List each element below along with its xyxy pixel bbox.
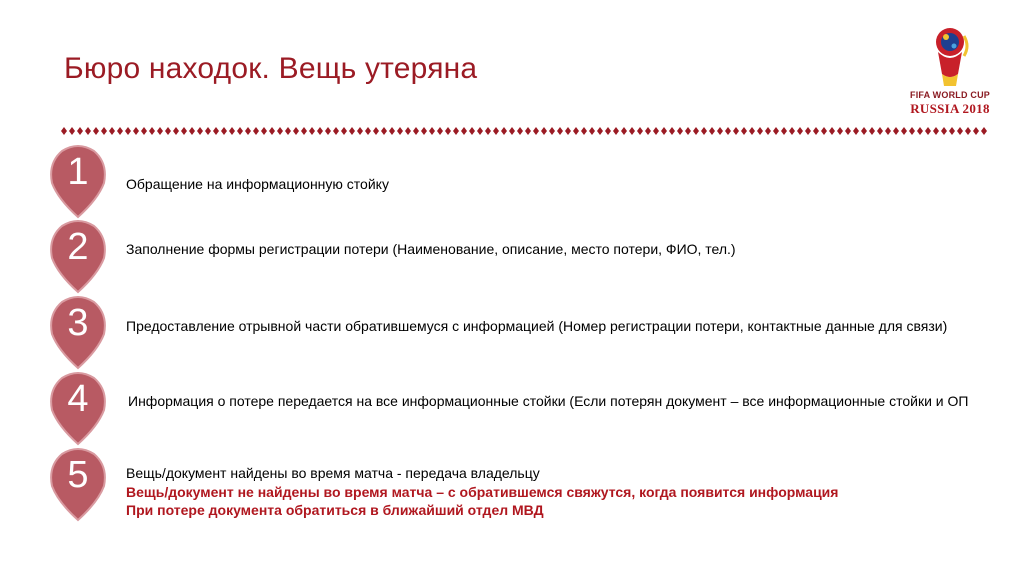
divider-diamond (621, 127, 627, 135)
world-cup-trophy-icon (898, 22, 1002, 92)
divider-diamond (653, 127, 659, 135)
divider-diamond (133, 127, 139, 135)
divider-diamond (157, 127, 163, 135)
divider-diamond (789, 127, 795, 135)
divider-diamond (917, 127, 923, 135)
divider-diamond (445, 127, 451, 135)
fifa-world-cup-logo (898, 22, 1002, 122)
step-4-number: 4 (67, 378, 89, 420)
divider-diamond (637, 127, 643, 135)
divider-diamond (149, 127, 155, 135)
divider-diamond (693, 127, 699, 135)
divider-diamond (901, 127, 907, 135)
divider-diamond (237, 127, 243, 135)
divider-diamond (885, 127, 891, 135)
divider-diamond (173, 127, 179, 135)
divider-diamond (477, 127, 483, 135)
divider-diamond (101, 127, 107, 135)
divider-diamond (589, 127, 595, 135)
divider-diamond (821, 127, 827, 135)
step-4-text: Информация о потере передается на все информационные стойки (Если потерян документ – все информационные стойки и ОП (128, 393, 969, 409)
divider-diamond (973, 127, 979, 135)
logo-line1: FIFA WORLD CUP (910, 90, 990, 100)
divider-diamond (645, 127, 651, 135)
divider-diamond (581, 127, 587, 135)
step-1-number: 1 (67, 151, 89, 193)
divider-diamond (461, 127, 467, 135)
divider-diamond (573, 127, 579, 135)
step-3-text: Предоставление отрывной части обратившемуся с информацией (Номер регистрации потери, контактные данные для связи) (126, 318, 948, 334)
divider-diamond (349, 127, 355, 135)
divider-diamond (437, 127, 443, 135)
divider-diamond (365, 127, 371, 135)
divider-diamond (189, 127, 195, 135)
divider-diamond (413, 127, 419, 135)
logo-line2: RUSSIA 2018 (910, 101, 990, 116)
divider-diamond (317, 127, 323, 135)
divider-diamond (69, 127, 75, 135)
divider-diamond (293, 127, 299, 135)
divider-diamond (485, 127, 491, 135)
divider-diamond (597, 127, 603, 135)
divider-diamond (733, 127, 739, 135)
divider-diamond (957, 127, 963, 135)
step-5-number: 5 (67, 454, 89, 496)
step-2-number: 2 (67, 226, 89, 268)
divider-diamond (933, 127, 939, 135)
divider-diamond (397, 127, 403, 135)
divider-diamond (709, 127, 715, 135)
divider-diamond (309, 127, 315, 135)
divider-diamond (941, 127, 947, 135)
divider-diamond (405, 127, 411, 135)
divider-diamond (341, 127, 347, 135)
step-4 (48, 370, 1024, 446)
divider-diamond (565, 127, 571, 135)
divider-diamond (965, 127, 971, 135)
divider-diamond (773, 127, 779, 135)
divider-diamond (333, 127, 339, 135)
divider-diamond (837, 127, 843, 135)
divider-diamond (909, 127, 915, 135)
divider-diamond (741, 127, 747, 135)
divider-diamond (669, 127, 675, 135)
divider-diamond (253, 127, 259, 135)
divider-diamond (165, 127, 171, 135)
step-5-text-3: При потере документа обратиться в ближайший отдел МВД (126, 502, 544, 518)
divider-diamond (325, 127, 331, 135)
step-3 (48, 294, 1024, 370)
divider-diamond (205, 127, 211, 135)
divider-diamond (453, 127, 459, 135)
divider-diamond (893, 127, 899, 135)
divider-diamond (141, 127, 147, 135)
divider-diamond (613, 127, 619, 135)
divider-diamond (813, 127, 819, 135)
divider-diamond (557, 127, 563, 135)
divider-diamond (469, 127, 475, 135)
divider-diamond (677, 127, 683, 135)
divider-diamond (765, 127, 771, 135)
step-2 (48, 218, 1024, 294)
divider-diamond (749, 127, 755, 135)
divider-diamond (77, 127, 83, 135)
divider-diamond (525, 127, 531, 135)
divider-diamond (229, 127, 235, 135)
divider-diamond (181, 127, 187, 135)
divider-diamond (757, 127, 763, 135)
ornament-divider (60, 126, 992, 136)
divider-diamond (85, 127, 91, 135)
divider-diamond (517, 127, 523, 135)
divider-diamond (389, 127, 395, 135)
divider-diamond (725, 127, 731, 135)
divider-diamond (221, 127, 227, 135)
divider-diamond (661, 127, 667, 135)
divider-diamond (549, 127, 555, 135)
divider-diamond (301, 127, 307, 135)
divider-diamond (877, 127, 883, 135)
divider-diamond (509, 127, 515, 135)
divider-diamond (853, 127, 859, 135)
divider-diamond (717, 127, 723, 135)
divider-diamond (629, 127, 635, 135)
divider-diamond (125, 127, 131, 135)
divider-diamond (213, 127, 219, 135)
divider-diamond (605, 127, 611, 135)
divider-diamond (269, 127, 275, 135)
step-1 (48, 143, 1024, 219)
divider-diamond (845, 127, 851, 135)
divider-diamond (797, 127, 803, 135)
divider-diamond (829, 127, 835, 135)
divider-diamond (109, 127, 115, 135)
divider-diamond (981, 127, 987, 135)
divider-diamond (541, 127, 547, 135)
step-2-text: Заполнение формы регистрации потери (Наименование, описание, место потери, ФИО, тел.) (126, 241, 736, 257)
step-5-text-1: Вещь/документ найдены во время матча - передача владельцу (126, 465, 540, 481)
divider-diamond (493, 127, 499, 135)
divider-diamond (781, 127, 787, 135)
divider-diamond (357, 127, 363, 135)
divider-diamond (861, 127, 867, 135)
divider-diamond (421, 127, 427, 135)
step-5 (48, 446, 1024, 522)
divider-diamond (429, 127, 435, 135)
step-5-text-2: Вещь/документ не найдены во время матча – с обратившемся свяжутся, когда появится информация (126, 484, 839, 500)
divider-diamond (501, 127, 507, 135)
divider-diamond (61, 127, 67, 135)
divider-diamond (381, 127, 387, 135)
divider-diamond (373, 127, 379, 135)
divider-diamond (533, 127, 539, 135)
divider-diamond (869, 127, 875, 135)
divider-diamond (949, 127, 955, 135)
divider-diamond (285, 127, 291, 135)
divider-diamond (805, 127, 811, 135)
step-3-number: 3 (67, 302, 89, 344)
divider-diamond (117, 127, 123, 135)
divider-diamond (277, 127, 283, 135)
divider-diamond (701, 127, 707, 135)
divider-diamond (197, 127, 203, 135)
divider-diamond (685, 127, 691, 135)
divider-diamond (93, 127, 99, 135)
divider-diamond (245, 127, 251, 135)
step-1-text: Обращение на информационную стойку (126, 176, 389, 192)
divider-diamond (261, 127, 267, 135)
page-title: Бюро находок. Вещь утеряна (64, 52, 478, 85)
divider-diamond (925, 127, 931, 135)
